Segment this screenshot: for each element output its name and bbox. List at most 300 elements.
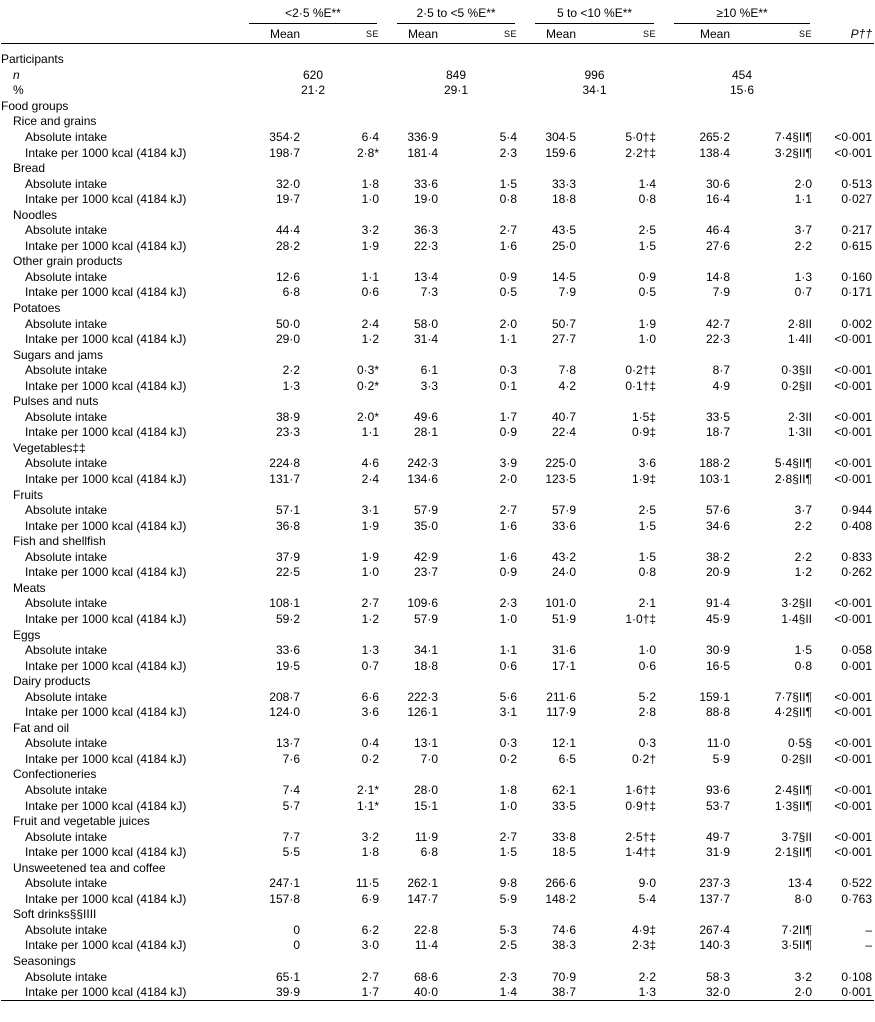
se-cell: 1·9 <box>638 316 657 331</box>
se-cell: 1·9 <box>361 238 380 253</box>
mean-cell: 262·1 <box>407 876 439 891</box>
se-cell: 2·7 <box>499 223 518 238</box>
food-group-label: Noodles <box>13 207 58 222</box>
se-cell: 0·9 <box>499 269 518 284</box>
se-cell: 1·0 <box>499 798 518 813</box>
mean-cell: 34·1 <box>413 643 439 658</box>
se-cell: 3·1 <box>361 503 380 518</box>
cell: 849 <box>446 67 467 82</box>
se-cell: 1·3 <box>361 643 380 658</box>
p-value-cell: <0·001 <box>834 456 873 471</box>
se-cell: 1·4†‡ <box>625 845 657 860</box>
food-group-row <box>1 954 874 970</box>
mean-cell: 33·3 <box>551 176 577 191</box>
measure-label: Intake per 1000 kcal (4184 kJ) <box>25 285 187 300</box>
se-cell: 0·3 <box>638 736 657 751</box>
food-group-row <box>1 441 874 457</box>
mean-cell: 6·8 <box>282 285 300 300</box>
se-cell: 2·2 <box>794 238 813 253</box>
measure-label: Intake per 1000 kcal (4184 kJ) <box>25 378 187 393</box>
mean-cell: 34·6 <box>705 518 731 533</box>
mean-cell: 7·9 <box>712 285 731 300</box>
mean-cell: 27·6 <box>705 238 731 253</box>
mean-cell: 74·6 <box>551 922 577 937</box>
measure-label: Intake per 1000 kcal (4184 kJ) <box>25 798 187 813</box>
table-row <box>1 689 874 705</box>
group-header: 2·5 to <5 %E** <box>387 0 525 26</box>
mean-cell: 49·6 <box>413 409 439 424</box>
se-cell: 3·7 <box>794 223 813 238</box>
mean-cell: 208·7 <box>269 689 300 704</box>
mean-cell: 140·3 <box>699 938 731 953</box>
food-group-label: Dairy products <box>13 674 91 689</box>
se-cell: 2·2 <box>638 969 657 984</box>
mean-cell: 12·6 <box>275 269 300 284</box>
measure-label: Absolute intake <box>25 969 108 984</box>
measure-label: Absolute intake <box>25 689 108 704</box>
mean-cell: 147·7 <box>407 891 439 906</box>
p-value-cell: 0·160 <box>841 269 873 284</box>
mean-cell: 7·9 <box>558 285 577 300</box>
food-group-label: Fruit and vegetable juices <box>13 814 150 829</box>
food-group-row <box>1 394 874 410</box>
food-group-label: Bread <box>13 161 46 176</box>
mean-cell: 50·0 <box>275 316 300 331</box>
mean-cell: 19·7 <box>275 192 300 207</box>
mean-cell: 159·6 <box>545 145 577 160</box>
se-cell: 2·5†‡ <box>625 829 657 844</box>
se-cell: 0·3 <box>499 363 518 378</box>
measure-label: Intake per 1000 kcal (4184 kJ) <box>25 332 187 347</box>
se-cell: 7·4§II¶ <box>774 130 813 144</box>
measure-label: Absolute intake <box>25 829 108 844</box>
table-row <box>1 332 874 348</box>
table-row <box>1 472 874 488</box>
food-group-row <box>1 347 874 363</box>
food-group-label: Seasonings <box>13 953 76 968</box>
se-header: SE <box>744 26 820 44</box>
mean-cell: 40·7 <box>551 409 577 424</box>
se-cell: 6·4 <box>361 130 380 144</box>
p-value-cell: <0·001 <box>834 332 873 347</box>
mean-cell: 157·8 <box>269 891 300 906</box>
se-cell: 1·0 <box>361 192 380 207</box>
food-group-label: Meats <box>13 580 46 595</box>
se-cell: 2·7 <box>499 503 518 518</box>
mean-cell: 11·0 <box>706 736 731 751</box>
p-value-cell: 0·833 <box>841 549 873 564</box>
mean-cell: 5·7 <box>282 798 300 813</box>
p-value-cell: 0·262 <box>841 565 873 580</box>
table-row <box>1 363 874 379</box>
mean-cell: 7·3 <box>420 285 439 300</box>
mean-cell: 16·5 <box>705 658 731 673</box>
se-cell: 3·2§II <box>781 596 813 611</box>
mean-cell: 18·5 <box>551 845 577 860</box>
mean-cell: 22·8 <box>413 922 439 937</box>
se-cell: 1·4 <box>638 176 657 191</box>
mean-cell: 7·6 <box>282 751 300 766</box>
se-cell: 2·5 <box>499 938 518 953</box>
se-cell: 1·7 <box>499 409 518 424</box>
mean-cell: 24·0 <box>551 565 577 580</box>
section-label: Participants <box>1 52 64 67</box>
food-group-label: Unsweetened tea and coffee <box>13 860 166 875</box>
table-row <box>1 985 874 1001</box>
se-cell: 0·8 <box>638 565 657 580</box>
mean-cell: 109·6 <box>407 596 439 611</box>
mean-cell: 14·5 <box>551 269 577 284</box>
mean-cell: 44·4 <box>275 223 300 238</box>
se-cell: 7·2II¶ <box>781 922 813 937</box>
mean-cell: 0 <box>293 922 300 937</box>
se-cell: 1·0†‡ <box>625 611 657 626</box>
mean-cell: 108·1 <box>269 596 300 611</box>
mean-cell: 22·5 <box>275 565 300 580</box>
se-cell: 1·5 <box>638 549 657 564</box>
mean-cell: 14·8 <box>705 269 731 284</box>
se-cell: 2·0 <box>744 985 820 1001</box>
group-header: 5 to <10 %E** <box>525 0 664 26</box>
measure-label: Intake per 1000 kcal (4184 kJ) <box>25 611 187 626</box>
mean-cell: 123·5 <box>545 472 577 487</box>
se-cell: 1·1 <box>361 425 380 440</box>
se-cell: 1·9‡ <box>631 472 657 487</box>
food-group-label: Potatoes <box>13 301 61 316</box>
mean-cell: 124·0 <box>269 705 300 720</box>
mean-cell: 31·9 <box>705 845 731 860</box>
se-cell: 1·8 <box>361 176 380 191</box>
mean-cell: 117·9 <box>546 705 577 720</box>
mean-cell: 57·9 <box>551 503 577 518</box>
measure-label: Intake per 1000 kcal (4184 kJ) <box>25 472 187 487</box>
p-value-cell: – <box>865 922 873 937</box>
p-value-cell: <0·001 <box>834 798 873 813</box>
mean-cell: 43·5 <box>551 223 577 238</box>
se-cell: 2·0 <box>499 316 518 331</box>
se-cell: 0·3 <box>499 736 518 751</box>
mean-cell: 57·9 <box>413 503 439 518</box>
table-row <box>1 550 874 566</box>
p-value-cell: <0·001 <box>834 751 873 766</box>
food-group-label: Fat and oil <box>13 720 70 735</box>
mean-cell: 32·0 <box>275 176 300 191</box>
mean-cell: 23·3 <box>275 425 300 440</box>
mean-cell: 11·4 <box>414 938 439 953</box>
se-cell: 1·5 <box>499 176 518 191</box>
mean-cell: 35·0 <box>413 518 439 533</box>
mean-cell: 38·7 <box>525 985 590 1001</box>
se-cell: 1·9 <box>361 549 380 564</box>
mean-cell: 22·4 <box>551 425 577 440</box>
p-value-cell: 0·002 <box>841 316 873 331</box>
food-group-row <box>1 674 874 690</box>
table-row <box>1 456 874 472</box>
se-cell: 3·0 <box>361 938 380 953</box>
se-cell: 5·2 <box>638 689 657 704</box>
mean-cell: 17·1 <box>551 658 577 673</box>
mean-cell: 27·7 <box>551 332 577 347</box>
mean-cell: 33·6 <box>413 176 439 191</box>
se-cell: 0·6 <box>638 658 657 673</box>
se-cell: 2·2 <box>794 549 813 564</box>
measure-label: Absolute intake <box>25 176 108 191</box>
se-cell: 0·2§II <box>781 751 813 766</box>
se-cell: 1·2 <box>361 611 380 626</box>
se-cell: 2·8* <box>357 145 380 160</box>
se-cell: 4·9‡ <box>631 922 657 937</box>
measure-label: Intake per 1000 kcal (4184 kJ) <box>25 518 187 533</box>
mean-cell: 28·2 <box>275 238 300 253</box>
mean-cell: 49·7 <box>705 829 731 844</box>
se-cell: 2·1 <box>638 596 657 611</box>
p-value-cell: <0·001 <box>834 145 873 160</box>
participants-pct-row <box>1 83 874 99</box>
mean-cell: 38·9 <box>275 409 300 424</box>
mean-cell: 126·1 <box>407 705 439 720</box>
mean-cell: 38·2 <box>705 549 731 564</box>
se-cell: 0·2†‡ <box>625 363 657 378</box>
se-cell: 13·4 <box>787 876 813 891</box>
mean-cell: 7·8 <box>558 363 577 378</box>
se-cell: 0·2§II <box>781 378 813 393</box>
se-cell: 0·7 <box>794 285 813 300</box>
table-body <box>1 44 874 1001</box>
p-value-header: P†† <box>820 26 874 44</box>
table-row <box>1 892 874 908</box>
se-cell: 0·8 <box>638 192 657 207</box>
table-row <box>1 783 874 799</box>
food-group-row <box>1 581 874 597</box>
mean-cell: 88·8 <box>705 705 731 720</box>
mean-cell: 225·0 <box>545 456 577 471</box>
measure-label: Absolute intake <box>25 782 108 797</box>
measure-label: Intake per 1000 kcal (4184 kJ) <box>25 705 187 720</box>
se-cell: 1·4 <box>452 985 525 1001</box>
se-cell: 2·8§II¶ <box>774 472 813 487</box>
column-header-row <box>1 26 874 44</box>
mean-cell: 101·0 <box>545 596 577 611</box>
measure-label: Absolute intake <box>25 736 108 751</box>
food-groups-row <box>1 99 874 115</box>
mean-cell: 30·9 <box>705 643 731 658</box>
measure-label: Intake per 1000 kcal (4184 kJ) <box>25 658 187 673</box>
food-group-row <box>1 767 874 783</box>
mean-cell: 0 <box>293 938 300 953</box>
se-cell: 1·6 <box>499 518 518 533</box>
se-cell: 5·6 <box>499 689 518 704</box>
mean-cell: 53·7 <box>705 798 731 813</box>
row-label: n <box>13 67 20 82</box>
se-cell: 2·4 <box>361 316 380 331</box>
mean-cell: 70·9 <box>551 969 577 984</box>
table-row <box>1 643 874 659</box>
mean-cell: 42·7 <box>705 316 731 331</box>
se-cell: 1·3II <box>788 425 813 440</box>
se-cell: 5·4§II¶ <box>774 456 813 471</box>
measure-label: Absolute intake <box>25 876 108 891</box>
mean-cell: 42·9 <box>413 549 439 564</box>
food-group-row <box>1 534 874 550</box>
se-cell: 3·1 <box>499 705 518 720</box>
measure-label: Absolute intake <box>25 223 108 238</box>
se-cell: 0·3* <box>357 363 380 378</box>
food-group-label: Pulses and nuts <box>13 394 99 409</box>
p-value-cell: <0·001 <box>834 363 873 378</box>
p-value-cell: 0·171 <box>841 285 873 300</box>
mean-cell: 22·3 <box>413 238 439 253</box>
se-cell: 0·9‡ <box>631 425 657 440</box>
mean-cell: 28·0 <box>413 782 439 797</box>
se-cell: 1·1 <box>361 269 380 284</box>
table-row <box>1 752 874 768</box>
measure-label: Absolute intake <box>25 269 108 284</box>
se-cell: 1·3 <box>794 269 813 284</box>
measure-label: Absolute intake <box>25 922 108 937</box>
se-cell: 2·1§II¶ <box>774 845 813 860</box>
se-cell: 2·7 <box>361 596 380 611</box>
mean-cell: 131·7 <box>269 472 300 487</box>
mean-cell: 36·3 <box>413 223 439 238</box>
table-row <box>1 270 874 286</box>
se-cell: 2·0 <box>794 176 813 191</box>
p-value-cell: <0·001 <box>834 409 873 424</box>
table-row <box>1 176 874 192</box>
food-group-row <box>1 254 874 270</box>
cell: 29·1 <box>444 83 469 98</box>
p-value-cell: <0·001 <box>834 736 873 751</box>
se-cell: 1·2 <box>794 565 813 580</box>
se-cell: 11·5 <box>355 876 380 891</box>
se-cell: 1·1* <box>357 798 380 813</box>
mean-cell: 222·3 <box>407 689 439 704</box>
se-cell: 2·3 <box>499 969 518 984</box>
se-cell: 5·4 <box>638 891 657 906</box>
mean-header: Mean <box>387 26 452 44</box>
se-cell: 0·2* <box>357 378 380 393</box>
se-cell: 9·0 <box>638 876 657 891</box>
se-cell: 2·2†‡ <box>625 145 657 160</box>
se-cell: 1·1 <box>794 192 813 207</box>
food-group-label: Eggs <box>13 627 41 642</box>
mean-cell: 18·8 <box>413 658 439 673</box>
food-group-label: Rice and grains <box>13 114 97 129</box>
mean-cell: 22·3 <box>705 332 731 347</box>
mean-cell: 181·4 <box>407 145 439 160</box>
se-cell: 1·7 <box>314 985 387 1001</box>
p-value-cell: <0·001 <box>834 472 873 487</box>
se-cell: 8·0 <box>794 891 813 906</box>
mean-cell: 103·1 <box>699 472 731 487</box>
mean-cell: 6·1 <box>420 363 439 378</box>
table-row <box>1 876 874 892</box>
se-cell: 2·2 <box>794 518 813 533</box>
food-group-row <box>1 207 874 223</box>
se-cell: 2·5 <box>638 503 657 518</box>
p-value-cell: <0·001 <box>834 378 873 393</box>
se-cell: 2·0 <box>499 472 518 487</box>
mean-cell: 267·4 <box>699 922 731 937</box>
mean-cell: 15·1 <box>413 798 439 813</box>
se-cell: 2·3II <box>788 409 813 424</box>
cell: 21·2 <box>300 83 326 98</box>
se-cell: 0·7 <box>361 658 380 673</box>
measure-label: Intake per 1000 kcal (4184 kJ) <box>25 145 187 160</box>
se-cell: 1·4II <box>788 332 813 347</box>
cell: 15·6 <box>730 83 755 98</box>
mean-cell: 18·8 <box>551 192 577 207</box>
mean-cell: 134·6 <box>407 472 439 487</box>
mean-cell: 29·0 <box>275 332 300 347</box>
se-cell: 0·6 <box>361 285 380 300</box>
cell: 34·1 <box>582 83 607 98</box>
se-cell: 2·8 <box>638 705 657 720</box>
table-row <box>1 316 874 332</box>
food-group-label: Confectioneries <box>13 767 97 782</box>
measure-label: Absolute intake <box>25 130 108 144</box>
p-value-cell: <0·001 <box>834 705 873 720</box>
table-row <box>1 285 874 301</box>
se-cell: 6·2 <box>361 922 380 937</box>
measure-label: Intake per 1000 kcal (4184 kJ) <box>25 845 187 860</box>
measure-label: Intake per 1000 kcal (4184 kJ) <box>25 192 187 207</box>
se-cell: 2·0* <box>357 409 380 424</box>
food-intake-table <box>1 0 874 1001</box>
se-cell: 4·2§II¶ <box>774 705 813 720</box>
measure-label: Absolute intake <box>25 549 108 564</box>
table-row <box>1 923 874 939</box>
measure-label: Intake per 1000 kcal (4184 kJ) <box>25 751 187 766</box>
group-header: ≥10 %E** <box>664 0 820 26</box>
se-cell: 0·9†‡ <box>625 798 657 813</box>
measure-label: Intake per 1000 kcal (4184 kJ) <box>25 565 187 580</box>
mean-cell: 4·2 <box>558 378 577 393</box>
se-cell: 1·5 <box>794 643 813 658</box>
se-cell: 2·8II <box>788 316 813 331</box>
p-value-cell: <0·001 <box>834 845 873 860</box>
food-group-row <box>1 860 874 876</box>
mean-cell: 6·8 <box>420 845 439 860</box>
mean-cell: 43·2 <box>551 549 577 564</box>
se-cell: 1·6 <box>499 238 518 253</box>
food-group-row <box>1 814 874 830</box>
mean-cell: 211·6 <box>546 689 577 704</box>
cell: 620 <box>302 67 324 82</box>
mean-cell: 68·6 <box>413 969 439 984</box>
mean-cell: 1·3 <box>282 378 300 393</box>
se-cell: 3·9 <box>499 456 518 471</box>
table-row <box>1 938 874 954</box>
group-header: <2·5 %E** <box>239 0 387 26</box>
table-row <box>1 130 874 146</box>
p-value-cell: <0·001 <box>834 829 873 844</box>
table-row <box>1 705 874 721</box>
mean-cell: 37·9 <box>275 549 300 564</box>
table-row <box>1 969 874 985</box>
se-cell: 5·3 <box>499 922 518 937</box>
mean-cell: 33·6 <box>275 643 300 658</box>
food-group-label: Fruits <box>13 487 43 502</box>
table-row <box>1 596 874 612</box>
p-value-cell: 0·408 <box>841 518 873 533</box>
mean-cell: 58·0 <box>413 316 439 331</box>
p-value-cell: 0·615 <box>841 238 873 253</box>
p-value-cell: <0·001 <box>834 611 873 626</box>
mean-cell: 19·5 <box>275 658 300 673</box>
mean-cell: 4·9 <box>712 378 731 393</box>
se-cell: 2·4§II¶ <box>774 782 813 797</box>
table-row <box>1 845 874 861</box>
